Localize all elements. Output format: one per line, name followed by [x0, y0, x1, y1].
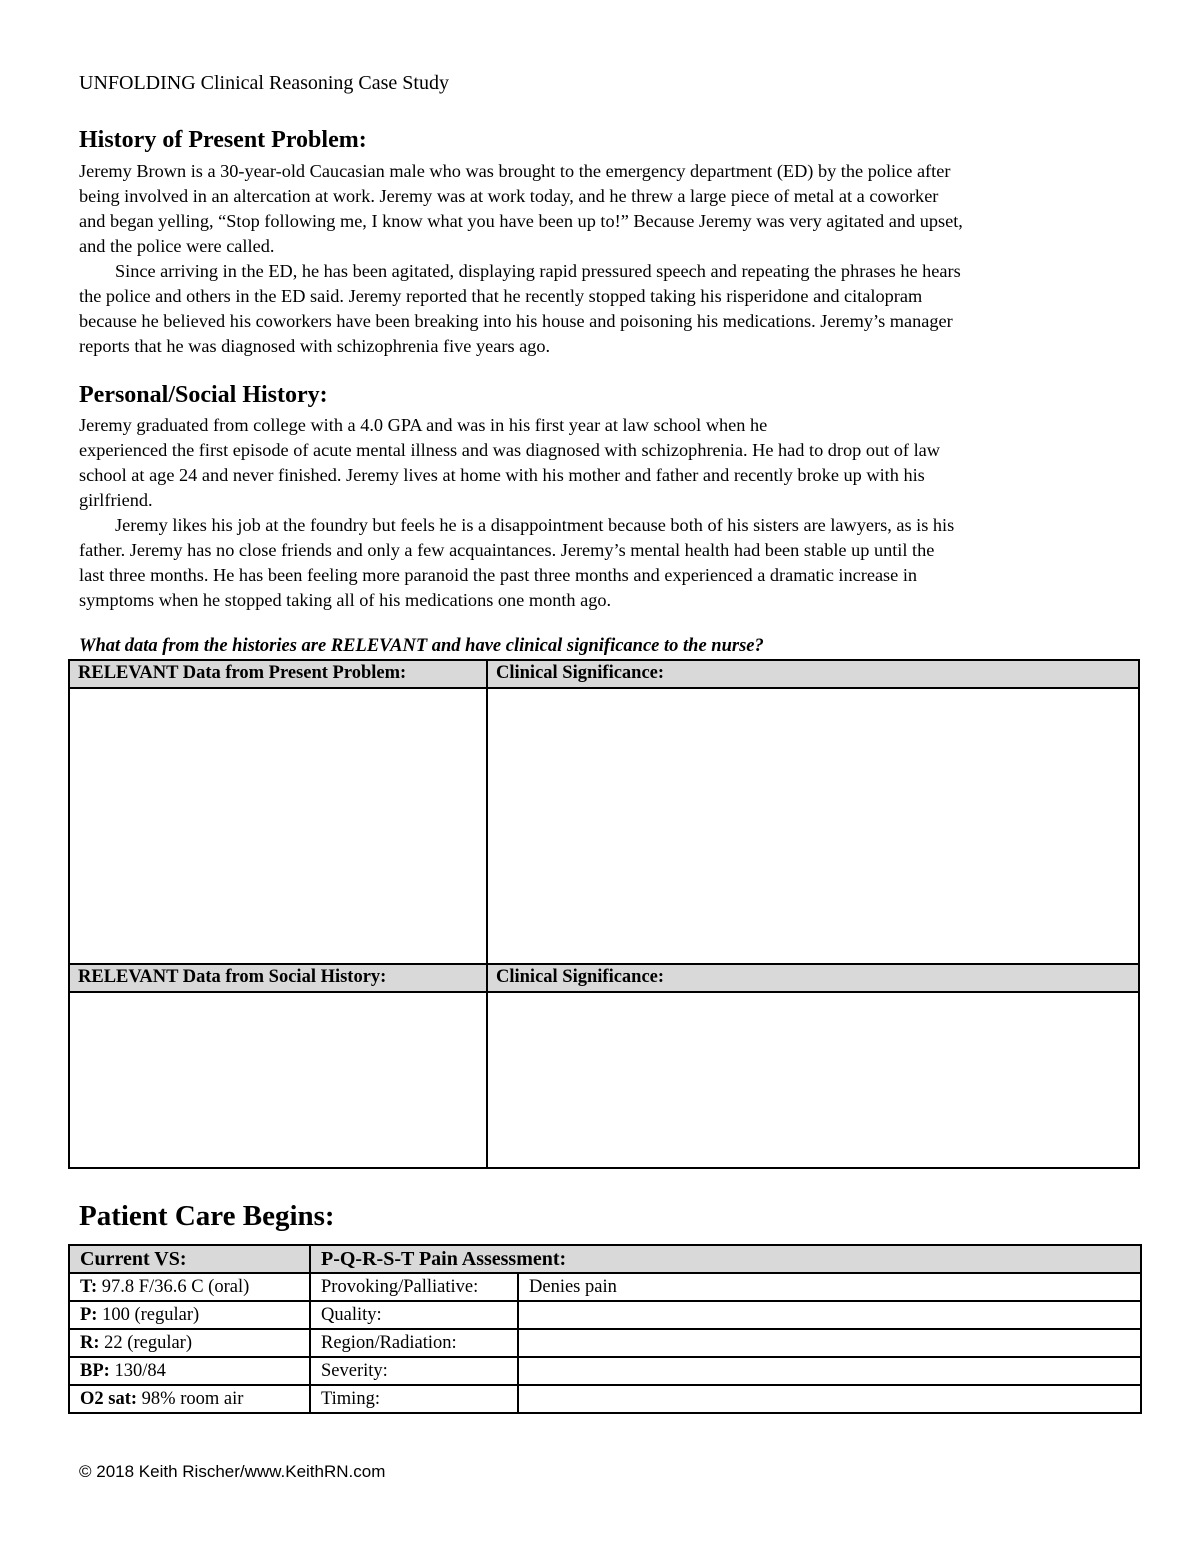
vitals-pain-table: [68, 1244, 1142, 1414]
pain-value[interactable]: [518, 1329, 1141, 1357]
present-significance-answer-field[interactable]: [487, 688, 1139, 964]
relevance-table: [68, 659, 1140, 1169]
text-line: because he believed his coworkers have been breaking into his house and poisoning his medications. Jeremy’s manager: [79, 311, 953, 331]
text-line: Jeremy likes his job at the foundry but feels he is a disappointment because both of his sisters are lawyers, as is his: [115, 515, 955, 535]
copyright-footer: © 2018 Keith Rischer/www.KeithRN.com: [79, 1462, 386, 1481]
social-significance-header: Clinical Significance:: [487, 964, 1139, 992]
vital-cell: [69, 1357, 310, 1385]
table-row: [69, 1357, 1141, 1385]
text-line: and the police were called.: [79, 236, 275, 256]
text-line: school at age 24 and never finished. Jeremy lives at home with his mother and father and recently broke up with his: [79, 465, 925, 485]
social-history-heading: Personal/Social History:: [79, 382, 328, 408]
text-line: symptoms when he stopped taking all of his medications one month ago.: [79, 590, 612, 610]
table-row: [69, 1301, 1141, 1329]
vital-value: 130/84: [109, 1360, 166, 1381]
pain-label: Timing:: [310, 1385, 518, 1413]
pain-assessment-header: P-Q-R-S-T Pain Assessment:: [310, 1245, 1141, 1273]
text-line: being involved in an altercation at work. Jeremy was at work today, and he threw a large piece of metal at a coworker: [79, 186, 939, 206]
vital-value: 98% room air: [137, 1388, 244, 1409]
text-line: experienced the first episode of acute mental illness and was diagnosed with schizophrenia. He had to drop out of law: [79, 440, 940, 460]
text-line: reports that he was diagnosed with schizophrenia five years ago.: [79, 336, 551, 356]
vital-value: 97.8 F/36.6 C (oral): [97, 1276, 250, 1297]
text-line: Jeremy Brown is a 30-year-old Caucasian male who was brought to the emergency department (ED) by the police after: [79, 161, 951, 181]
table-row: [69, 1329, 1141, 1357]
pain-value[interactable]: Denies pain: [518, 1273, 1141, 1301]
text-line: Jeremy graduated from college with a 4.0 GPA and was in his first year at law school when he: [79, 415, 768, 435]
vitals-header: Current VS:: [69, 1245, 310, 1273]
pain-label: Region/Radiation:: [310, 1329, 518, 1357]
vital-label: O2 sat:: [80, 1388, 138, 1409]
vital-label: R:: [80, 1332, 100, 1353]
social-history-paragraph: [79, 413, 1139, 613]
pain-value[interactable]: [518, 1385, 1141, 1413]
vital-label: P:: [80, 1304, 98, 1325]
social-data-answer-field[interactable]: [69, 992, 487, 1168]
pain-label: Quality:: [310, 1301, 518, 1329]
patient-care-heading: Patient Care Begins:: [79, 1200, 335, 1232]
document-header: UNFOLDING Clinical Reasoning Case Study: [79, 72, 449, 94]
table-row: [69, 1385, 1141, 1413]
vital-cell: [69, 1273, 310, 1301]
present-data-header: RELEVANT Data from Present Problem:: [69, 660, 487, 688]
pain-value[interactable]: [518, 1301, 1141, 1329]
history-present-heading: History of Present Problem:: [79, 127, 367, 153]
vital-value: 100 (regular): [97, 1304, 200, 1325]
text-line: girlfriend.: [79, 490, 153, 510]
social-significance-answer-field[interactable]: [487, 992, 1139, 1168]
pain-label: Provoking/Palliative:: [310, 1273, 518, 1301]
text-line: Since arriving in the ED, he has been agitated, displaying rapid pressured speech and repeating the phrases he hears: [115, 261, 961, 281]
vital-cell: [69, 1329, 310, 1357]
text-line: father. Jeremy has no close friends and only a few acquaintances. Jeremy’s mental health had been stable up until the: [79, 540, 935, 560]
vital-label: T:: [80, 1276, 98, 1297]
vital-value: 22 (regular): [99, 1332, 192, 1353]
pain-value[interactable]: [518, 1357, 1141, 1385]
history-present-paragraph: [79, 159, 1139, 359]
vital-cell: [69, 1301, 310, 1329]
present-significance-header: Clinical Significance:: [487, 660, 1139, 688]
text-line: last three months. He has been feeling more paranoid the past three months and experienced a dramatic increase in: [79, 565, 918, 585]
relevance-question: What data from the histories are RELEVANT and have clinical significance to the nurse?: [79, 636, 764, 656]
present-data-answer-field[interactable]: [69, 688, 487, 964]
social-data-header: RELEVANT Data from Social History:: [69, 964, 487, 992]
vital-label: BP:: [80, 1360, 110, 1381]
table-row: [69, 1273, 1141, 1301]
vital-cell: [69, 1385, 310, 1413]
text-line: the police and others in the ED said. Jeremy reported that he recently stopped taking his risperidone and citalopram: [79, 286, 923, 306]
pain-label: Severity:: [310, 1357, 518, 1385]
text-line: and began yelling, “Stop following me, I know what you have been up to!” Because Jeremy was very agitated and upset,: [79, 211, 963, 231]
